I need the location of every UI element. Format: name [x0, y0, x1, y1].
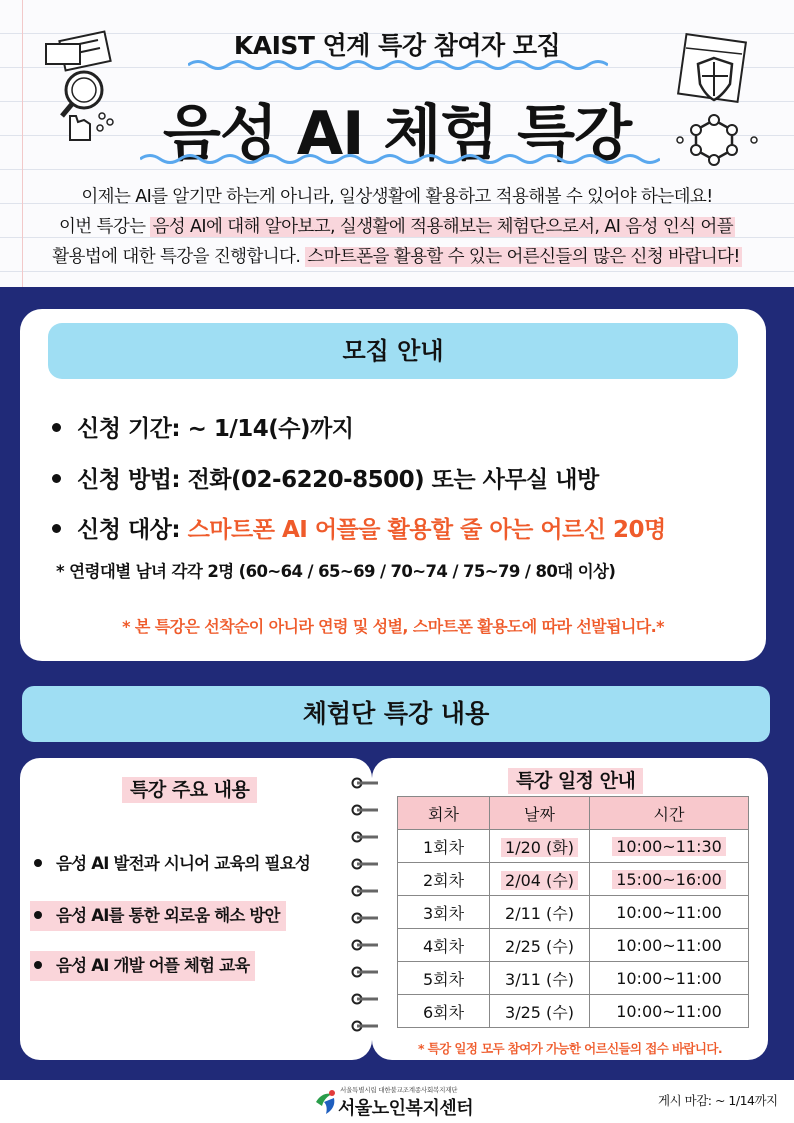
table-cell: 3/25 (수)	[490, 995, 590, 1028]
ring-icon	[350, 1019, 380, 1033]
table-cell: 1회차	[398, 830, 490, 863]
table-cell-highlight: 10:00~11:30	[612, 837, 726, 856]
recruit-method	[52, 461, 599, 494]
notebook-rings	[350, 776, 380, 1046]
bullet-dot	[52, 474, 61, 483]
age-note: * 연령대별 남녀 각각 2명 (60~64 / 65~69 / 70~74 / 75~79 / 80대 이상)	[56, 562, 616, 581]
wave-divider-bottom	[140, 152, 660, 166]
bullet-dot	[34, 911, 42, 919]
table-cell: 2/25 (수)	[490, 929, 590, 962]
table-cell: 2/11 (수)	[490, 896, 590, 929]
bullet-dot	[34, 859, 42, 867]
schedule-table	[397, 796, 749, 1028]
schedule-note: * 특강 일정 모두 참여가 가능한 어르신들의 접수 바랍니다.	[417, 1041, 723, 1056]
subtitle: KAIST 연계 특강 참여자 모집	[233, 31, 561, 60]
table-cell: 3회차	[398, 896, 490, 929]
bullet-dot	[34, 961, 42, 969]
bullet-dot	[52, 423, 61, 432]
recruit-period-text: 신청 기간: ~ 1/14(수)까지	[77, 416, 354, 442]
intro-line-2-highlight: 음성 AI에 대해 알아보고, 실생활에 적용해보는 체험단으로서, AI 음성 인식 어플	[152, 217, 734, 237]
table-cell	[490, 863, 590, 896]
recruit-method-text: 신청 방법: 전화(02-6220-8500) 또는 사무실 내방	[77, 467, 599, 493]
table-cell: 3/11 (수)	[490, 962, 590, 995]
column-header: 날짜	[490, 797, 590, 830]
intro-line-3-highlight: 스마트폰을 활용할 수 있는 어른신들의 많은 신청 바랍니다!	[307, 247, 740, 267]
page-title: 음성 AI 체험 특강	[162, 99, 632, 169]
recruit-period	[52, 410, 353, 443]
table-row	[398, 896, 749, 929]
ring-icon	[350, 803, 380, 817]
table-cell: 10:00~11:00	[590, 929, 749, 962]
table-cell: 10:00~11:00	[590, 962, 749, 995]
table-cell: 10:00~11:00	[590, 995, 749, 1028]
table-cell: 5회차	[398, 962, 490, 995]
intro-line-1: 이제는 AI를 알기만 하는게 아니라, 일상생활에 활용하고 적용해볼 수 있어야 하는데요!	[81, 187, 713, 207]
table-cell-highlight: 15:00~16:00	[612, 870, 726, 889]
table-row	[398, 863, 749, 896]
intro-line-2-plain: 이번 특강는	[58, 217, 151, 237]
recruit-target-value: 스마트폰 AI 어플을 활용할 줄 아는 어르신 20명	[187, 517, 666, 543]
center-logo-icon	[312, 1088, 338, 1116]
topic-text: 음성 AI 발전과 시니어 교육의 필요성	[56, 854, 310, 873]
column-header: 시간	[590, 797, 749, 830]
ring-icon	[350, 938, 380, 952]
ring-icon	[350, 776, 380, 790]
ring-icon	[350, 911, 380, 925]
ring-icon	[350, 857, 380, 871]
recruit-target-label: 신청 대상:	[77, 517, 188, 543]
table-cell: 2회차	[398, 863, 490, 896]
ring-icon	[350, 830, 380, 844]
table-cell-highlight: 2/04 (수)	[501, 871, 578, 890]
table-cell	[590, 830, 749, 863]
schedule-heading: 특강 일정 안내	[508, 768, 643, 794]
topic-item	[30, 901, 286, 931]
ring-icon	[350, 884, 380, 898]
topics-heading: 특강 주요 내용	[122, 777, 257, 803]
recruit-target	[52, 511, 666, 544]
table-cell-highlight: 1/20 (화)	[501, 838, 578, 857]
intro-line-2	[0, 212, 794, 242]
bullet-dot	[52, 524, 61, 533]
wave-divider-top	[188, 58, 608, 72]
table-header-row	[398, 797, 749, 830]
content-heading: 체험단 특강 내용	[22, 686, 770, 742]
topic-item	[30, 951, 255, 981]
posting-deadline: 게시 마감: ~ 1/14까지	[658, 1093, 778, 1108]
topic-text: 음성 AI를 통한 외로움 해소 방안	[56, 906, 280, 925]
selection-note: * 본 특강은 선착순이 아니라 연령 및 성별, 스마트폰 활용도에 따라 선발됩니다.*	[122, 617, 664, 636]
table-cell: 6회차	[398, 995, 490, 1028]
table-cell: 4회차	[398, 929, 490, 962]
table-row	[398, 830, 749, 863]
table-cell: 10:00~11:00	[590, 896, 749, 929]
intro-text	[0, 182, 794, 272]
table-row	[398, 995, 749, 1028]
table-row	[398, 962, 749, 995]
table-row	[398, 929, 749, 962]
org-name: 서울노인복지센터	[338, 1098, 474, 1119]
recruit-heading: 모집 안내	[48, 323, 738, 379]
org-small-text: 서울특별시립 대한불교조계종사회복지재단	[340, 1086, 458, 1094]
intro-line-3	[0, 242, 794, 272]
topic-text: 음성 AI 개발 어플 체험 교육	[56, 956, 250, 975]
intro-line-3-plain: 활용법에 대한 특강을 진행합니다.	[52, 247, 306, 267]
topic-item	[30, 849, 316, 879]
ring-icon	[350, 965, 380, 979]
column-header: 회차	[398, 797, 490, 830]
table-cell	[490, 830, 590, 863]
ring-icon	[350, 992, 380, 1006]
table-cell	[590, 863, 749, 896]
